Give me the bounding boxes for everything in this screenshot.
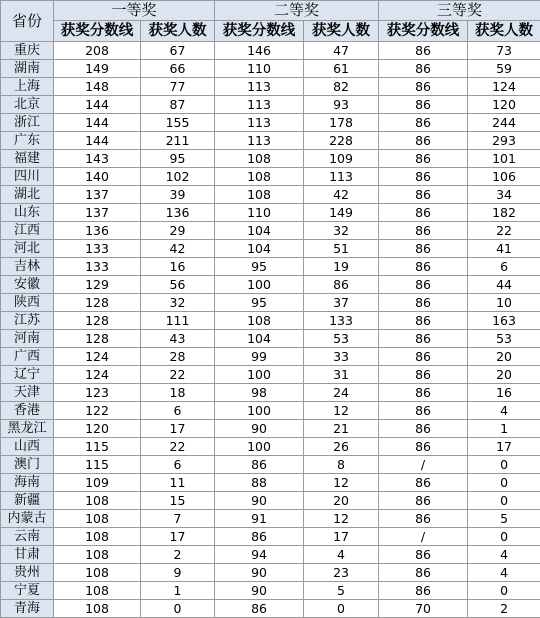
table-row bbox=[1, 348, 540, 366]
first-prize-count: 102 bbox=[141, 168, 215, 186]
first-prize-cutoff: 208 bbox=[54, 42, 141, 60]
third-prize-cutoff: 86 bbox=[379, 330, 468, 348]
first-prize-cutoff: 140 bbox=[54, 168, 141, 186]
second-prize-count: 47 bbox=[304, 42, 379, 60]
second-prize-cutoff: 99 bbox=[215, 348, 304, 366]
first-prize-count: 22 bbox=[141, 366, 215, 384]
table-row bbox=[1, 546, 540, 564]
third-prize-cutoff: 86 bbox=[379, 564, 468, 582]
second-prize-cutoff: 108 bbox=[215, 150, 304, 168]
second-prize-count: 42 bbox=[304, 186, 379, 204]
third-prize-cutoff: 70 bbox=[379, 600, 468, 618]
first-prize-cutoff: 108 bbox=[54, 510, 141, 528]
table-row bbox=[1, 564, 540, 582]
second-prize-count: 109 bbox=[304, 150, 379, 168]
second-prize-count: 31 bbox=[304, 366, 379, 384]
third-prize-count: 73 bbox=[468, 42, 540, 60]
second-prize-cutoff: 113 bbox=[215, 114, 304, 132]
second-prize-header: 二等奖 bbox=[215, 1, 379, 21]
third-prize-cutoff: 86 bbox=[379, 168, 468, 186]
third-prize-cutoff: 86 bbox=[379, 420, 468, 438]
table-row bbox=[1, 384, 540, 402]
first-prize-count: 7 bbox=[141, 510, 215, 528]
province-cell: 江西 bbox=[1, 222, 54, 240]
first-prize-count: 95 bbox=[141, 150, 215, 168]
third-prize-count: 124 bbox=[468, 78, 540, 96]
third-prize-cutoff: 86 bbox=[379, 222, 468, 240]
table-row bbox=[1, 528, 540, 546]
first-prize-count: 77 bbox=[141, 78, 215, 96]
first-prize-cutoff: 144 bbox=[54, 96, 141, 114]
second-prize-count: 12 bbox=[304, 474, 379, 492]
first-prize-count: 18 bbox=[141, 384, 215, 402]
header-row-sub bbox=[1, 21, 540, 42]
second-prize-count: 37 bbox=[304, 294, 379, 312]
second-prize-cutoff: 108 bbox=[215, 168, 304, 186]
second-prize-count: 24 bbox=[304, 384, 379, 402]
third-prize-count: 20 bbox=[468, 348, 540, 366]
second-prize-count: 133 bbox=[304, 312, 379, 330]
second-prize-count: 5 bbox=[304, 582, 379, 600]
third-prize-cutoff: 86 bbox=[379, 240, 468, 258]
first-prize-cutoff: 109 bbox=[54, 474, 141, 492]
first-prize-cutoff: 133 bbox=[54, 240, 141, 258]
second-prize-count: 178 bbox=[304, 114, 379, 132]
first-prize-count: 9 bbox=[141, 564, 215, 582]
first-prize-cutoff: 115 bbox=[54, 438, 141, 456]
province-cell: 陕西 bbox=[1, 294, 54, 312]
third-prize-cutoff: 86 bbox=[379, 78, 468, 96]
second-prize-cutoff: 90 bbox=[215, 564, 304, 582]
table-row bbox=[1, 474, 540, 492]
first-prize-cutoff: 144 bbox=[54, 114, 141, 132]
first-prize-count: 39 bbox=[141, 186, 215, 204]
table-row bbox=[1, 456, 540, 474]
second-prize-cutoff: 94 bbox=[215, 546, 304, 564]
third-prize-count: 0 bbox=[468, 456, 540, 474]
first-prize-cutoff: 124 bbox=[54, 348, 141, 366]
second-prize-cutoff: 113 bbox=[215, 78, 304, 96]
second-prize-cutoff: 90 bbox=[215, 582, 304, 600]
third-prize-cutoff: 86 bbox=[379, 276, 468, 294]
first-prize-cutoff: 108 bbox=[54, 582, 141, 600]
third-prize-count: 4 bbox=[468, 546, 540, 564]
table-row bbox=[1, 150, 540, 168]
header-row-groups bbox=[1, 1, 540, 21]
province-cell: 重庆 bbox=[1, 42, 54, 60]
first-prize-cutoff: 124 bbox=[54, 366, 141, 384]
third-prize-cutoff: 86 bbox=[379, 438, 468, 456]
province-cell: 宁夏 bbox=[1, 582, 54, 600]
province-cell: 四川 bbox=[1, 168, 54, 186]
third-prize-count: 163 bbox=[468, 312, 540, 330]
third-prize-cutoff: 86 bbox=[379, 366, 468, 384]
first-prize-count-header: 获奖人数 bbox=[141, 21, 215, 42]
second-prize-cutoff: 90 bbox=[215, 492, 304, 510]
first-prize-count: 155 bbox=[141, 114, 215, 132]
second-prize-count: 93 bbox=[304, 96, 379, 114]
second-prize-cutoff: 100 bbox=[215, 402, 304, 420]
third-prize-count: 101 bbox=[468, 150, 540, 168]
second-prize-cutoff: 104 bbox=[215, 240, 304, 258]
second-prize-cutoff: 113 bbox=[215, 132, 304, 150]
table-row bbox=[1, 402, 540, 420]
first-prize-count: 6 bbox=[141, 456, 215, 474]
table-row bbox=[1, 114, 540, 132]
second-prize-count: 149 bbox=[304, 204, 379, 222]
third-prize-cutoff: / bbox=[379, 456, 468, 474]
province-header: 省份 bbox=[1, 1, 54, 42]
province-cell: 黑龙江 bbox=[1, 420, 54, 438]
table-row bbox=[1, 96, 540, 114]
table-row bbox=[1, 222, 540, 240]
province-cell: 湖北 bbox=[1, 186, 54, 204]
third-prize-cutoff: 86 bbox=[379, 132, 468, 150]
table-row bbox=[1, 78, 540, 96]
first-prize-cutoff: 128 bbox=[54, 294, 141, 312]
third-prize-cutoff: 86 bbox=[379, 492, 468, 510]
province-cell: 天津 bbox=[1, 384, 54, 402]
third-prize-cutoff: 86 bbox=[379, 546, 468, 564]
province-cell: 海南 bbox=[1, 474, 54, 492]
table-row bbox=[1, 366, 540, 384]
third-prize-count: 22 bbox=[468, 222, 540, 240]
table-row bbox=[1, 132, 540, 150]
second-prize-cutoff: 100 bbox=[215, 438, 304, 456]
third-prize-count: 120 bbox=[468, 96, 540, 114]
province-cell: 香港 bbox=[1, 402, 54, 420]
second-prize-cutoff: 104 bbox=[215, 330, 304, 348]
province-cell: 安徽 bbox=[1, 276, 54, 294]
second-prize-count: 33 bbox=[304, 348, 379, 366]
third-prize-count: 0 bbox=[468, 582, 540, 600]
third-prize-count: 44 bbox=[468, 276, 540, 294]
first-prize-cutoff: 133 bbox=[54, 258, 141, 276]
second-prize-cutoff: 108 bbox=[215, 186, 304, 204]
third-prize-cutoff: 86 bbox=[379, 150, 468, 168]
second-prize-cutoff: 98 bbox=[215, 384, 304, 402]
second-prize-cutoff: 110 bbox=[215, 60, 304, 78]
table-row bbox=[1, 258, 540, 276]
table-row bbox=[1, 510, 540, 528]
first-prize-cutoff: 128 bbox=[54, 312, 141, 330]
province-cell: 吉林 bbox=[1, 258, 54, 276]
third-prize-count: 293 bbox=[468, 132, 540, 150]
second-prize-cutoff: 108 bbox=[215, 312, 304, 330]
province-cell: 河北 bbox=[1, 240, 54, 258]
second-prize-cutoff: 95 bbox=[215, 294, 304, 312]
table-row bbox=[1, 312, 540, 330]
table-body bbox=[1, 42, 540, 618]
second-prize-count: 228 bbox=[304, 132, 379, 150]
third-prize-cutoff: 86 bbox=[379, 294, 468, 312]
first-prize-cutoff: 136 bbox=[54, 222, 141, 240]
first-prize-cutoff: 108 bbox=[54, 492, 141, 510]
first-prize-cutoff: 143 bbox=[54, 150, 141, 168]
table-row bbox=[1, 294, 540, 312]
first-prize-count: 67 bbox=[141, 42, 215, 60]
third-prize-cutoff: 86 bbox=[379, 384, 468, 402]
first-prize-count: 11 bbox=[141, 474, 215, 492]
first-prize-count: 0 bbox=[141, 600, 215, 618]
third-prize-cutoff: / bbox=[379, 528, 468, 546]
first-prize-cutoff: 129 bbox=[54, 276, 141, 294]
first-prize-cutoff: 149 bbox=[54, 60, 141, 78]
third-prize-count: 5 bbox=[468, 510, 540, 528]
third-prize-count: 17 bbox=[468, 438, 540, 456]
first-prize-count: 29 bbox=[141, 222, 215, 240]
third-prize-count: 244 bbox=[468, 114, 540, 132]
first-prize-count: 17 bbox=[141, 420, 215, 438]
first-prize-cutoff: 122 bbox=[54, 402, 141, 420]
province-cell: 江苏 bbox=[1, 312, 54, 330]
first-prize-cutoff: 137 bbox=[54, 204, 141, 222]
first-prize-count: 17 bbox=[141, 528, 215, 546]
third-prize-cutoff: 86 bbox=[379, 258, 468, 276]
third-prize-count: 59 bbox=[468, 60, 540, 78]
province-cell: 河南 bbox=[1, 330, 54, 348]
first-prize-count: 87 bbox=[141, 96, 215, 114]
third-prize-cutoff: 86 bbox=[379, 96, 468, 114]
first-prize-cutoff: 108 bbox=[54, 546, 141, 564]
table-row bbox=[1, 42, 540, 60]
table-row bbox=[1, 438, 540, 456]
third-prize-cutoff-header: 获奖分数线 bbox=[379, 21, 468, 42]
third-prize-cutoff: 86 bbox=[379, 312, 468, 330]
table-row bbox=[1, 204, 540, 222]
first-prize-count: 22 bbox=[141, 438, 215, 456]
third-prize-cutoff: 86 bbox=[379, 510, 468, 528]
second-prize-count: 21 bbox=[304, 420, 379, 438]
third-prize-cutoff: 86 bbox=[379, 582, 468, 600]
province-cell: 广东 bbox=[1, 132, 54, 150]
second-prize-count: 4 bbox=[304, 546, 379, 564]
third-prize-cutoff: 86 bbox=[379, 402, 468, 420]
third-prize-count: 0 bbox=[468, 474, 540, 492]
third-prize-count: 16 bbox=[468, 384, 540, 402]
table-row bbox=[1, 420, 540, 438]
second-prize-cutoff: 110 bbox=[215, 204, 304, 222]
third-prize-cutoff: 86 bbox=[379, 114, 468, 132]
second-prize-cutoff: 95 bbox=[215, 258, 304, 276]
province-cell: 福建 bbox=[1, 150, 54, 168]
table-row bbox=[1, 492, 540, 510]
province-cell: 广西 bbox=[1, 348, 54, 366]
third-prize-count: 1 bbox=[468, 420, 540, 438]
first-prize-header: 一等奖 bbox=[54, 1, 215, 21]
first-prize-cutoff: 108 bbox=[54, 528, 141, 546]
first-prize-cutoff: 115 bbox=[54, 456, 141, 474]
second-prize-cutoff: 146 bbox=[215, 42, 304, 60]
second-prize-count: 19 bbox=[304, 258, 379, 276]
first-prize-cutoff: 148 bbox=[54, 78, 141, 96]
second-prize-count: 82 bbox=[304, 78, 379, 96]
first-prize-cutoff-header: 获奖分数线 bbox=[54, 21, 141, 42]
province-cell: 湖南 bbox=[1, 60, 54, 78]
first-prize-cutoff: 123 bbox=[54, 384, 141, 402]
second-prize-count: 86 bbox=[304, 276, 379, 294]
first-prize-count: 56 bbox=[141, 276, 215, 294]
third-prize-cutoff: 86 bbox=[379, 204, 468, 222]
first-prize-count: 28 bbox=[141, 348, 215, 366]
second-prize-count: 23 bbox=[304, 564, 379, 582]
third-prize-count: 10 bbox=[468, 294, 540, 312]
first-prize-count: 1 bbox=[141, 582, 215, 600]
third-prize-count: 2 bbox=[468, 600, 540, 618]
third-prize-count: 182 bbox=[468, 204, 540, 222]
second-prize-count: 51 bbox=[304, 240, 379, 258]
first-prize-count: 6 bbox=[141, 402, 215, 420]
third-prize-count: 20 bbox=[468, 366, 540, 384]
second-prize-cutoff: 86 bbox=[215, 600, 304, 618]
table-row bbox=[1, 330, 540, 348]
third-prize-cutoff: 86 bbox=[379, 186, 468, 204]
table-row bbox=[1, 240, 540, 258]
second-prize-count-header: 获奖人数 bbox=[304, 21, 379, 42]
first-prize-cutoff: 137 bbox=[54, 186, 141, 204]
second-prize-count: 8 bbox=[304, 456, 379, 474]
third-prize-cutoff: 86 bbox=[379, 474, 468, 492]
second-prize-count: 26 bbox=[304, 438, 379, 456]
province-cell: 贵州 bbox=[1, 564, 54, 582]
second-prize-cutoff: 86 bbox=[215, 456, 304, 474]
third-prize-count: 34 bbox=[468, 186, 540, 204]
third-prize-count: 53 bbox=[468, 330, 540, 348]
second-prize-count: 12 bbox=[304, 402, 379, 420]
third-prize-cutoff: 86 bbox=[379, 42, 468, 60]
province-cell: 上海 bbox=[1, 78, 54, 96]
third-prize-cutoff: 86 bbox=[379, 60, 468, 78]
second-prize-count: 61 bbox=[304, 60, 379, 78]
first-prize-count: 16 bbox=[141, 258, 215, 276]
table-header bbox=[1, 1, 540, 42]
second-prize-cutoff: 100 bbox=[215, 276, 304, 294]
second-prize-cutoff: 104 bbox=[215, 222, 304, 240]
third-prize-count: 6 bbox=[468, 258, 540, 276]
province-cell: 山东 bbox=[1, 204, 54, 222]
second-prize-count: 0 bbox=[304, 600, 379, 618]
first-prize-cutoff: 108 bbox=[54, 600, 141, 618]
province-cell: 内蒙古 bbox=[1, 510, 54, 528]
third-prize-count-header: 获奖人数 bbox=[468, 21, 540, 42]
province-cell: 辽宁 bbox=[1, 366, 54, 384]
first-prize-cutoff: 144 bbox=[54, 132, 141, 150]
province-cell: 澳门 bbox=[1, 456, 54, 474]
first-prize-count: 43 bbox=[141, 330, 215, 348]
third-prize-header: 三等奖 bbox=[379, 1, 540, 21]
second-prize-cutoff: 90 bbox=[215, 420, 304, 438]
first-prize-count: 66 bbox=[141, 60, 215, 78]
third-prize-count: 0 bbox=[468, 528, 540, 546]
second-prize-cutoff: 91 bbox=[215, 510, 304, 528]
first-prize-count: 32 bbox=[141, 294, 215, 312]
second-prize-cutoff: 88 bbox=[215, 474, 304, 492]
second-prize-cutoff-header: 获奖分数线 bbox=[215, 21, 304, 42]
first-prize-cutoff: 120 bbox=[54, 420, 141, 438]
province-cell: 青海 bbox=[1, 600, 54, 618]
first-prize-count: 136 bbox=[141, 204, 215, 222]
second-prize-count: 20 bbox=[304, 492, 379, 510]
province-cell: 云南 bbox=[1, 528, 54, 546]
third-prize-cutoff: 86 bbox=[379, 348, 468, 366]
province-cell: 新疆 bbox=[1, 492, 54, 510]
third-prize-count: 41 bbox=[468, 240, 540, 258]
second-prize-count: 32 bbox=[304, 222, 379, 240]
province-cell: 甘肃 bbox=[1, 546, 54, 564]
second-prize-count: 53 bbox=[304, 330, 379, 348]
second-prize-cutoff: 113 bbox=[215, 96, 304, 114]
third-prize-count: 106 bbox=[468, 168, 540, 186]
table-row bbox=[1, 276, 540, 294]
third-prize-count: 4 bbox=[468, 402, 540, 420]
first-prize-count: 42 bbox=[141, 240, 215, 258]
second-prize-count: 17 bbox=[304, 528, 379, 546]
second-prize-cutoff: 86 bbox=[215, 528, 304, 546]
first-prize-count: 15 bbox=[141, 492, 215, 510]
table-row bbox=[1, 60, 540, 78]
table-row bbox=[1, 186, 540, 204]
table-row bbox=[1, 582, 540, 600]
second-prize-count: 12 bbox=[304, 510, 379, 528]
province-cell: 北京 bbox=[1, 96, 54, 114]
second-prize-cutoff: 100 bbox=[215, 366, 304, 384]
first-prize-count: 211 bbox=[141, 132, 215, 150]
first-prize-cutoff: 108 bbox=[54, 564, 141, 582]
first-prize-count: 111 bbox=[141, 312, 215, 330]
first-prize-count: 2 bbox=[141, 546, 215, 564]
second-prize-count: 113 bbox=[304, 168, 379, 186]
province-cell: 山西 bbox=[1, 438, 54, 456]
province-cell: 浙江 bbox=[1, 114, 54, 132]
first-prize-cutoff: 128 bbox=[54, 330, 141, 348]
table-row bbox=[1, 168, 540, 186]
third-prize-count: 0 bbox=[468, 492, 540, 510]
third-prize-count: 4 bbox=[468, 564, 540, 582]
